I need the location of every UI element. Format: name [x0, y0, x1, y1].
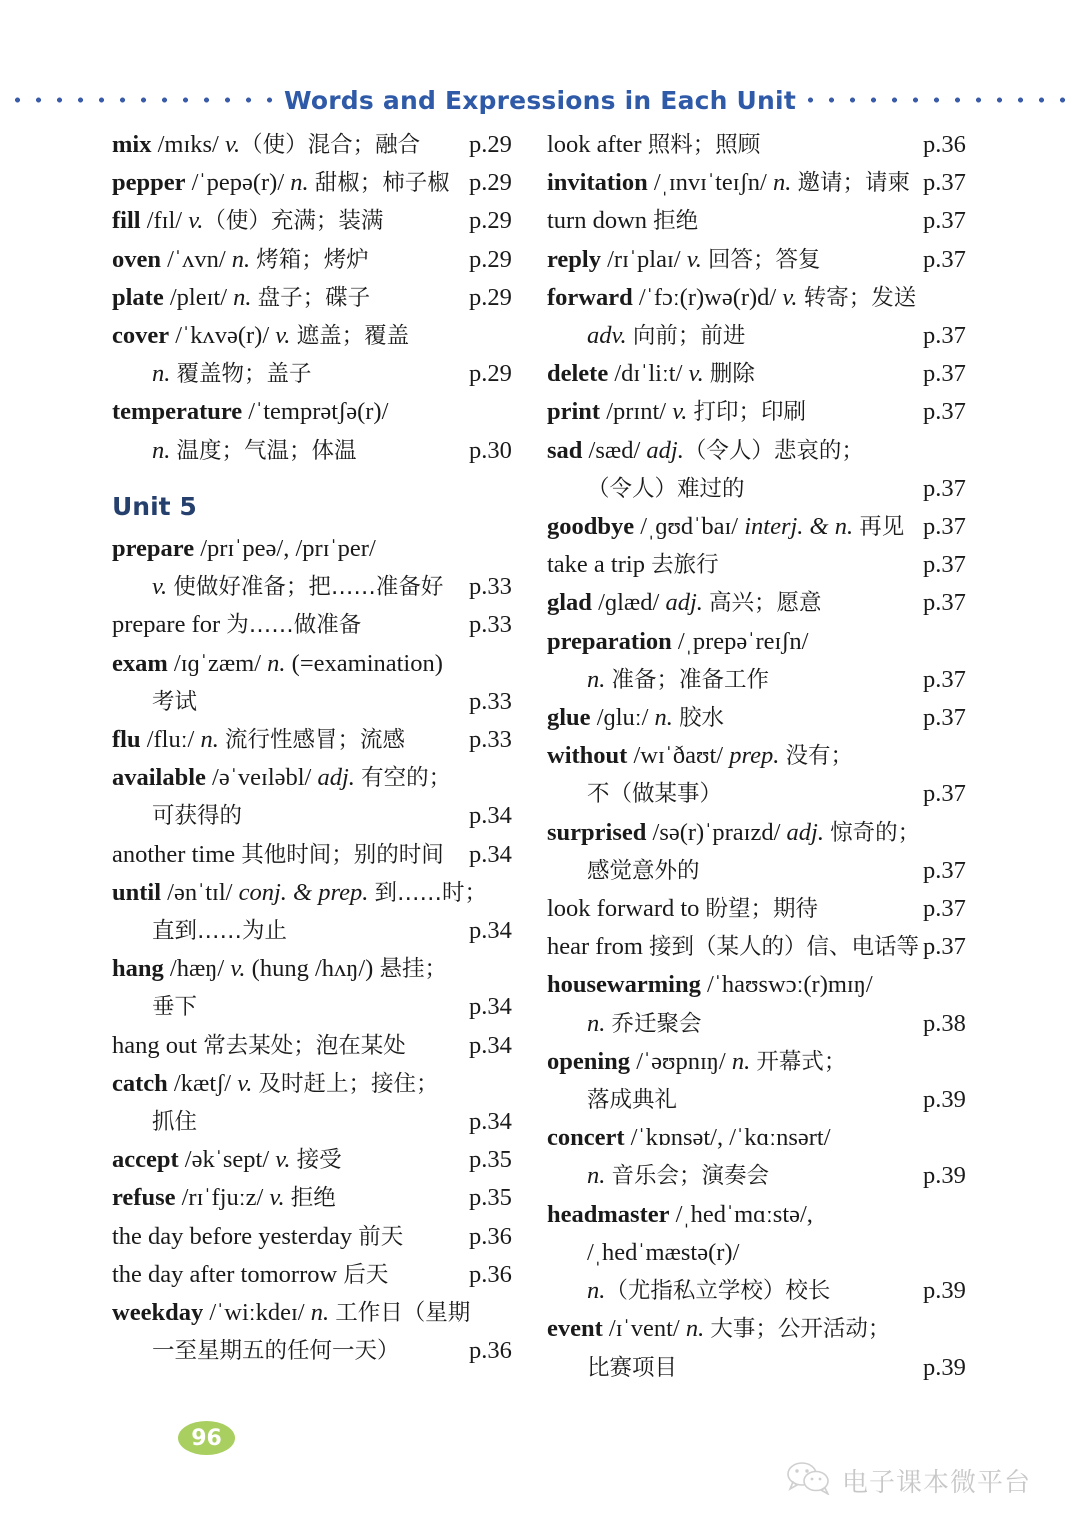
entry-text: 可获得的: [152, 803, 243, 830]
entry-line: [547, 279, 997, 317]
vocabulary-entry: [547, 202, 997, 240]
entry-text: n. 覆盖物；盖子: [152, 360, 312, 388]
entry-line: [547, 1196, 997, 1234]
entry-page-ref: p.39: [923, 1353, 966, 1381]
entry-line: [112, 164, 547, 202]
vocabulary-entry: [547, 1043, 997, 1119]
entry-page-ref: p.36: [469, 1260, 512, 1288]
entry-page-ref: p.37: [923, 474, 966, 502]
entry-page-ref: p.37: [923, 589, 966, 617]
entry-line: [112, 645, 547, 683]
entry-page-ref: p.37: [923, 360, 966, 388]
entry-text: n.（尤指私立学校）校长: [587, 1277, 831, 1305]
entry-line: [547, 852, 997, 890]
entry-line: [547, 1157, 997, 1195]
entry-line: [112, 241, 547, 279]
vocabulary-entry: [547, 1196, 997, 1311]
vocabulary-entry: [547, 126, 997, 164]
entry-line: [112, 568, 547, 606]
vocabulary-entry: [112, 530, 547, 606]
entry-page-ref: p.37: [923, 665, 966, 693]
vocabulary-entry: [112, 950, 547, 1026]
entry-line: [547, 355, 997, 393]
entry-line: [112, 1141, 547, 1179]
left-entry-group-unit4: [112, 126, 547, 470]
entry-line: [112, 721, 547, 759]
entry-text: n. 温度；气温；体温: [152, 436, 357, 464]
entry-page-ref: p.34: [469, 917, 512, 945]
entry-line: [112, 1294, 547, 1332]
entry-page-ref: p.29: [469, 360, 512, 388]
entry-line: [112, 759, 547, 797]
entry-line: [112, 355, 547, 393]
entry-line: [547, 1349, 997, 1387]
entry-page-ref: p.29: [469, 283, 512, 311]
entry-text: 落成典礼: [587, 1087, 678, 1114]
vocabulary-entry: [112, 1218, 547, 1256]
entry-page-ref: p.37: [923, 895, 966, 923]
vocabulary-entry: [112, 1179, 547, 1217]
entry-line: [112, 1065, 547, 1103]
entry-line: [547, 623, 997, 661]
vocabulary-entry: [112, 1065, 547, 1141]
entry-line: [547, 470, 997, 508]
entry-line: [112, 1027, 547, 1065]
vocabulary-entry: [112, 317, 547, 393]
entry-text: exam /ɪɡˈzæm/ n. (=examination): [112, 649, 443, 677]
entry-text: plate /pleɪt/ n. 盘子；碟子: [112, 283, 371, 311]
vocabulary-entry: [547, 623, 997, 699]
vocabulary-entry: [112, 1256, 547, 1294]
entry-text: invitation /ˌɪnvɪˈteɪʃn/ n. 邀请；请柬: [547, 169, 910, 197]
entry-line: [547, 164, 997, 202]
page-number-badge: 96: [178, 1421, 235, 1455]
vocabulary-entry: [547, 279, 997, 355]
entry-page-ref: p.37: [923, 513, 966, 541]
entry-text: hang out 常去某处；泡在某处: [112, 1031, 406, 1059]
vocabulary-entry: [547, 241, 997, 279]
entry-page-ref: p.37: [923, 207, 966, 235]
vocabulary-entry: [547, 737, 997, 813]
dotted-rule-right: [800, 90, 1080, 110]
entry-text: pepper /ˈpepə(r)/ n. 甜椒；柿子椒: [112, 169, 450, 197]
vocabulary-entry: [112, 202, 547, 240]
vocabulary-entry: [547, 584, 997, 622]
entry-text: prepare for 为……做准备: [112, 611, 362, 639]
left-column: [112, 126, 547, 1387]
entry-line: [547, 1272, 997, 1310]
watermark-text: 电子课本微平台: [842, 1468, 1032, 1498]
vocabulary-entry: [112, 279, 547, 317]
entry-line: [112, 317, 547, 355]
entry-text: without /wɪˈðaʊt/ prep. 没有；: [547, 742, 853, 770]
vocabulary-entry: [547, 1310, 997, 1386]
entry-text: weekday /ˈwiːkdeɪ/ n. 工作日（星期: [112, 1299, 471, 1327]
entry-line: [547, 775, 997, 813]
dotted-rule-left: [0, 90, 280, 110]
entry-page-ref: p.33: [469, 687, 512, 715]
entry-text: adv. 向前；前进: [587, 322, 746, 350]
entry-text: available /əˈveɪləbl/ adj. 有空的；: [112, 764, 452, 792]
entry-text: oven /ˈʌvn/ n. 烤箱；烤炉: [112, 245, 369, 273]
entry-text: refuse /rɪˈfjuːz/ v. 拒绝: [112, 1184, 336, 1212]
entry-line: [547, 737, 997, 775]
entry-page-ref: p.37: [923, 704, 966, 732]
entry-line: [547, 126, 997, 164]
vocabulary-entry: [112, 1294, 547, 1370]
vocabulary-entry: [112, 721, 547, 759]
entry-text: opening /ˈəʊpnɪŋ/ n. 开幕式；: [547, 1047, 847, 1075]
entry-text: hear from 接到（某人的）信、电话等: [547, 933, 920, 961]
entry-text: 直到……为止: [152, 918, 288, 945]
entry-page-ref: p.37: [923, 551, 966, 579]
entry-page-ref: p.34: [469, 840, 512, 868]
entry-text: turn down 拒绝: [547, 207, 699, 235]
vocabulary-entry: [547, 355, 997, 393]
entry-text: event /ɪˈvent/ n. 大事；公开活动；: [547, 1315, 891, 1343]
entry-line: [547, 661, 997, 699]
unit-heading: Unit 5: [112, 491, 197, 521]
entry-text: 比赛项目: [587, 1354, 678, 1381]
entry-page-ref: p.37: [923, 780, 966, 808]
entry-text: look forward to 盼望；期待: [547, 895, 819, 923]
entry-text: sad /sæd/ adj.（令人）悲哀的；: [547, 436, 864, 464]
entry-line: [112, 202, 547, 240]
vocabulary-columns: [0, 126, 1080, 1387]
entry-text: n. 乔迁聚会: [587, 1009, 702, 1037]
vocabulary-entry: [547, 546, 997, 584]
vocabulary-entry: [112, 126, 547, 164]
entry-line: [112, 432, 547, 470]
entry-text: surprised /sə(r)ˈpraɪzd/ adj. 惊奇的；: [547, 818, 921, 846]
entry-text: take a trip 去旅行: [547, 551, 719, 579]
vocabulary-entry: [547, 814, 997, 890]
entry-page-ref: p.37: [923, 398, 966, 426]
vocabulary-entry: [547, 393, 997, 431]
entry-page-ref: p.30: [469, 436, 512, 464]
vocabulary-entry: [112, 164, 547, 202]
entry-text: prepare /prɪˈpeə/, /prɪˈper/: [112, 535, 376, 563]
entry-text: accept /əkˈsept/ v. 接受: [112, 1146, 342, 1174]
left-entry-group-unit5: [112, 530, 547, 1370]
entry-text: glue /ɡluː/ n. 胶水: [547, 704, 725, 732]
entry-line: [112, 1179, 547, 1217]
entry-line: [547, 1043, 997, 1081]
entry-text: 考试: [152, 688, 198, 715]
entry-page-ref: p.37: [923, 322, 966, 350]
entry-page-ref: p.33: [469, 726, 512, 754]
entry-page-ref: p.34: [469, 1031, 512, 1059]
entry-line: [112, 1256, 547, 1294]
entry-line: [112, 393, 547, 431]
vocabulary-entry: [547, 966, 997, 1042]
entry-page-ref: p.29: [469, 207, 512, 235]
entry-text: mix /mɪks/ v.（使）混合；融合: [112, 131, 421, 158]
entry-page-ref: p.37: [923, 245, 966, 273]
entry-line: [112, 912, 547, 950]
vocabulary-entry: [547, 164, 997, 202]
entry-text: another time 其他时间；别的时间: [112, 840, 444, 868]
vocabulary-entry: [112, 1027, 547, 1065]
entry-text: delete /dɪˈliːt/ v. 删除: [547, 360, 755, 388]
entry-line: [547, 317, 997, 355]
vocabulary-entry: [112, 606, 547, 644]
entry-text: 感觉意外的: [587, 857, 700, 884]
page-title: Words and Expressions in Each Unit: [284, 85, 796, 115]
entry-page-ref: p.37: [923, 856, 966, 884]
entry-text: headmaster /ˌhedˈmɑːstə/,: [547, 1200, 813, 1228]
entry-text: temperature /ˈtemprətʃə(r)/: [112, 398, 389, 426]
entry-line: [547, 814, 997, 852]
entry-text: look after 照料；照顾: [547, 131, 761, 158]
entry-text: fill /fɪl/ v.（使）充满；装满: [112, 207, 384, 235]
page-header: [0, 78, 1080, 122]
entry-line: [547, 1234, 997, 1272]
entry-text: reply /rɪˈplaɪ/ v. 回答；答复: [547, 245, 821, 273]
entry-page-ref: p.29: [469, 169, 512, 197]
entry-text: 不（做某事）: [587, 781, 723, 808]
entry-text: until /ənˈtɪl/ conj. & prep. 到……时；: [112, 878, 487, 906]
entry-line: [547, 1005, 997, 1043]
entry-text: concert /ˈkɒnsət/, /ˈkɑːnsərt/: [547, 1124, 831, 1152]
entry-page-ref: p.39: [923, 1162, 966, 1190]
vocabulary-entry: [547, 508, 997, 546]
entry-line: [112, 1103, 547, 1141]
entry-line: [112, 530, 547, 568]
vocabulary-entry: [547, 699, 997, 737]
entry-text: the day after tomorrow 后天: [112, 1260, 389, 1288]
entry-text: n. 准备；准备工作: [587, 665, 770, 693]
entry-line: [547, 699, 997, 737]
entry-page-ref: p.35: [469, 1146, 512, 1174]
vocabulary-entry: [112, 241, 547, 279]
entry-text: /ˌhedˈmæstə(r)/: [587, 1238, 740, 1266]
entry-line: [112, 874, 547, 912]
entry-line: [112, 683, 547, 721]
entry-page-ref: p.33: [469, 573, 512, 601]
watermark: [786, 1461, 1031, 1500]
entry-line: [547, 1081, 997, 1119]
wechat-icon: [786, 1461, 832, 1500]
entry-text: print /prɪnt/ v. 打印；印刷: [547, 398, 807, 426]
vocabulary-entry: [547, 1119, 997, 1195]
entry-text: （令人）难过的: [587, 475, 745, 502]
entry-line: [547, 966, 997, 1004]
entry-page-ref: p.34: [469, 993, 512, 1021]
entry-line: [112, 126, 547, 164]
entry-page-ref: p.36: [923, 131, 966, 158]
entry-line: [112, 950, 547, 988]
entry-page-ref: p.36: [469, 1222, 512, 1250]
vocabulary-entry: [547, 890, 997, 928]
entry-text: housewarming /ˈhaʊswɔː(r)mɪŋ/: [547, 971, 873, 999]
entry-page-ref: p.36: [469, 1337, 512, 1365]
entry-text: forward /ˈfɔː(r)wə(r)d/ v. 转寄；发送: [547, 283, 917, 311]
entry-line: [547, 890, 997, 928]
entry-text: 抓住: [152, 1109, 198, 1136]
entry-text: preparation /ˌprepəˈreɪʃn/: [547, 627, 809, 655]
vocabulary-entry: [112, 645, 547, 721]
entry-text: 垂下: [152, 994, 198, 1021]
entry-line: [112, 606, 547, 644]
entry-text: catch /kætʃ/ v. 及时赶上；接住；: [112, 1069, 439, 1097]
entry-page-ref: p.34: [469, 1108, 512, 1136]
entry-text: v. 使做好准备；把……准备好: [152, 573, 444, 601]
entry-line: [547, 432, 997, 470]
entry-page-ref: p.29: [469, 245, 512, 273]
entry-line: [547, 202, 997, 240]
entry-line: [112, 279, 547, 317]
entry-text: the day before yesterday 前天: [112, 1222, 404, 1250]
vocabulary-entry: [112, 759, 547, 835]
vocabulary-entry: [112, 1141, 547, 1179]
entry-page-ref: p.37: [923, 169, 966, 197]
entry-line: [547, 393, 997, 431]
entry-line: [112, 988, 547, 1026]
entry-page-ref: p.39: [923, 1277, 966, 1305]
entry-line: [547, 1119, 997, 1157]
entry-line: [112, 1332, 547, 1370]
entry-line: [547, 508, 997, 546]
entry-line: [112, 836, 547, 874]
entry-text: flu /fluː/ n. 流行性感冒；流感: [112, 726, 405, 754]
entry-page-ref: p.39: [923, 1086, 966, 1114]
entry-text: cover /ˈkʌvə(r)/ v. 遮盖；覆盖: [112, 322, 410, 350]
entry-text: goodbye /ˌɡʊdˈbaɪ/ interj. & n. 再见: [547, 513, 905, 541]
entry-page-ref: p.35: [469, 1184, 512, 1212]
entry-page-ref: p.33: [469, 611, 512, 639]
vocabulary-entry: [547, 928, 997, 966]
entry-line: [547, 928, 997, 966]
entry-line: [547, 546, 997, 584]
entry-page-ref: p.29: [469, 131, 512, 158]
right-column: [547, 126, 997, 1387]
entry-line: [547, 584, 997, 622]
entry-line: [112, 1218, 547, 1256]
vocabulary-entry: [112, 836, 547, 874]
entry-text: 一至星期五的任何一天）: [152, 1338, 400, 1365]
entry-page-ref: p.37: [923, 933, 966, 961]
right-entry-group: [547, 126, 997, 1387]
entry-line: [547, 1310, 997, 1348]
entry-text: hang /hæŋ/ v. (hung /hʌŋ/) 悬挂；: [112, 955, 447, 983]
vocabulary-entry: [547, 432, 997, 508]
entry-page-ref: p.38: [923, 1009, 966, 1037]
vocabulary-entry: [112, 393, 547, 469]
entry-line: [112, 797, 547, 835]
vocabulary-entry: [112, 874, 547, 950]
entry-text: n. 音乐会；演奏会: [587, 1162, 770, 1190]
entry-page-ref: p.34: [469, 802, 512, 830]
entry-text: glad /ɡlæd/ adj. 高兴；愿意: [547, 589, 822, 617]
entry-line: [547, 241, 997, 279]
